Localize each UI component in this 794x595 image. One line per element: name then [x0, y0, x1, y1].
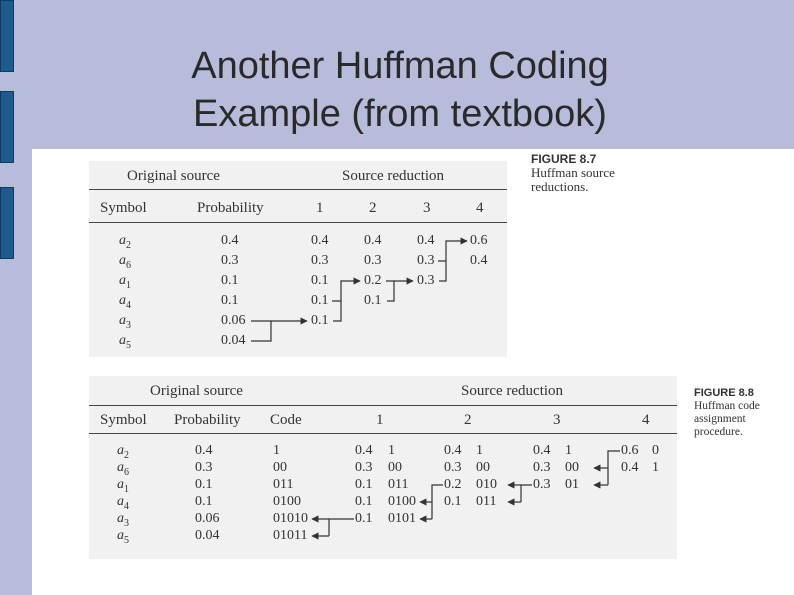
fig2-c2: 010 — [476, 477, 497, 492]
fig2-symbol: $a_5$ — [117, 528, 129, 546]
figure-8-8-label: FIGURE 8.8 — [694, 387, 754, 399]
fig2-code: 1 — [273, 443, 280, 458]
fig2-col-r3: 3 — [553, 412, 561, 428]
fig1-probability: 0.4 — [221, 233, 239, 248]
fig2-col-r2: 2 — [464, 412, 472, 428]
fig2-col-r1: 1 — [376, 412, 384, 428]
fig2-probability: 0.06 — [195, 511, 220, 526]
fig2-c2: 1 — [476, 443, 483, 458]
fig1-col-r1: 1 — [316, 200, 324, 216]
fig1-probability: 0.04 — [221, 333, 246, 348]
fig1-probability: 0.1 — [221, 273, 239, 288]
fig2-probability: 0.4 — [195, 443, 213, 458]
fig1-header-reduction: Source reduction — [342, 168, 445, 184]
fig2-p3: 0.3 — [533, 477, 551, 492]
fig2-split-line — [521, 485, 532, 502]
fig2-probability: 0.1 — [195, 477, 213, 492]
fig2-c3: 01 — [565, 477, 579, 492]
fig1-r1: 0.1 — [311, 273, 329, 288]
fig2-c2: 00 — [476, 460, 490, 475]
fig2-code: 01010 — [273, 511, 308, 526]
fig1-r1: 0.4 — [311, 233, 329, 248]
fig2-p3: 0.3 — [533, 460, 551, 475]
fig2-symbol: $a_4$ — [117, 494, 129, 512]
fig2-p2: 0.1 — [444, 494, 462, 509]
fig2-c4: 1 — [652, 460, 659, 475]
fig2-c2: 011 — [476, 494, 497, 509]
fig1-col-probability: Probability — [197, 200, 264, 216]
fig2-code: 00 — [273, 460, 287, 475]
fig2-p2: 0.4 — [444, 443, 462, 458]
slide-title — [80, 42, 720, 138]
fig2-code: 011 — [273, 477, 294, 492]
fig1-col-r4: 4 — [476, 200, 484, 216]
fig2-p4: 0.4 — [621, 460, 639, 475]
fig2-p1: 0.1 — [355, 494, 373, 509]
fig2-split-line — [608, 451, 620, 485]
slide-title-line-1: Another Huffman Coding — [191, 45, 609, 87]
fig2-p4: 0.6 — [621, 443, 639, 458]
fig2-probability: 0.04 — [195, 528, 220, 543]
fig1-col-r3: 3 — [423, 200, 431, 216]
fig2-c1: 011 — [388, 477, 409, 492]
figure-8-7-label: FIGURE 8.7 — [531, 152, 597, 166]
fig1-probability: 0.3 — [221, 253, 239, 268]
fig2-code: 01011 — [273, 528, 308, 543]
fig1-symbol: $a_6$ — [119, 253, 131, 271]
fig2-symbol: $a_6$ — [117, 460, 129, 478]
fig2-symbol: $a_3$ — [117, 511, 129, 529]
fig1-symbol: $a_1$ — [119, 273, 131, 291]
fig1-symbol: $a_5$ — [119, 333, 131, 351]
fig2-symbol: $a_1$ — [117, 477, 129, 495]
fig2-c1: 0100 — [388, 494, 416, 509]
fig1-col-r2: 2 — [369, 200, 377, 216]
fig2-col-probability: Probability — [174, 412, 241, 428]
fig2-c1: 1 — [388, 443, 395, 458]
fig1-r4: 0.6 — [470, 233, 488, 248]
left-accent-bar-1 — [0, 0, 14, 72]
fig2-split-line — [329, 519, 354, 536]
fig2-c3: 00 — [565, 460, 579, 475]
fig2-c4: 0 — [652, 443, 659, 458]
fig2-p1: 0.1 — [355, 511, 373, 526]
figure-8-8-caption-line: procedure. — [694, 426, 743, 438]
fig1-col-symbol: Symbol — [100, 200, 147, 216]
fig2-c3: 1 — [565, 443, 572, 458]
fig2-c1: 00 — [388, 460, 402, 475]
fig2-p1: 0.1 — [355, 477, 373, 492]
fig1-r1: 0.1 — [311, 313, 329, 328]
figure-8-7-caption-line: reductions. — [531, 179, 589, 194]
slide-title-line-2: Example (from textbook) — [193, 93, 607, 135]
fig1-r2: 0.2 — [364, 273, 382, 288]
fig1-r1: 0.3 — [311, 253, 329, 268]
fig1-symbol: $a_2$ — [119, 233, 131, 251]
fig2-col-code: Code — [270, 412, 302, 428]
figure-8-8-caption-line: Huffman code — [694, 400, 760, 412]
figure-8-8-caption — [694, 387, 760, 439]
fig1-r4: 0.4 — [470, 253, 488, 268]
figure-8-8-caption-line: assignment — [694, 413, 746, 425]
fig2-split-line — [432, 485, 443, 519]
fig2-p3: 0.4 — [533, 443, 551, 458]
fig1-symbol: $a_3$ — [119, 313, 131, 331]
fig1-r3: 0.4 — [417, 233, 435, 248]
fig2-assignment-arrows — [32, 149, 794, 595]
fig2-probability: 0.1 — [195, 494, 213, 509]
slide-content — [32, 149, 794, 595]
left-accent-bar-3 — [0, 187, 14, 259]
fig2-header-original: Original source — [150, 383, 243, 399]
fig2-col-symbol: Symbol — [100, 412, 147, 428]
fig1-r3: 0.3 — [417, 273, 435, 288]
fig1-probability: 0.06 — [221, 313, 246, 328]
fig1-symbol: $a_4$ — [119, 293, 131, 311]
fig1-r2: 0.3 — [364, 253, 382, 268]
fig2-p1: 0.3 — [355, 460, 373, 475]
fig2-p1: 0.4 — [355, 443, 373, 458]
fig2-header-reduction: Source reduction — [461, 383, 564, 399]
fig2-symbol: $a_2$ — [117, 443, 129, 461]
fig2-c1: 0101 — [388, 511, 416, 526]
fig2-probability: 0.3 — [195, 460, 213, 475]
fig1-r2: 0.1 — [364, 293, 382, 308]
fig1-probability: 0.1 — [221, 293, 239, 308]
fig1-r3: 0.3 — [417, 253, 435, 268]
fig1-r2: 0.4 — [364, 233, 382, 248]
fig2-p2: 0.2 — [444, 477, 462, 492]
fig2-col-r4: 4 — [642, 412, 650, 428]
fig1-header-original: Original source — [127, 168, 220, 184]
fig1-r1: 0.1 — [311, 293, 329, 308]
fig2-code: 0100 — [273, 494, 301, 509]
left-accent-bar-2 — [0, 91, 14, 163]
figure-8-7-caption-line: Huffman source — [531, 165, 615, 180]
fig2-p2: 0.3 — [444, 460, 462, 475]
